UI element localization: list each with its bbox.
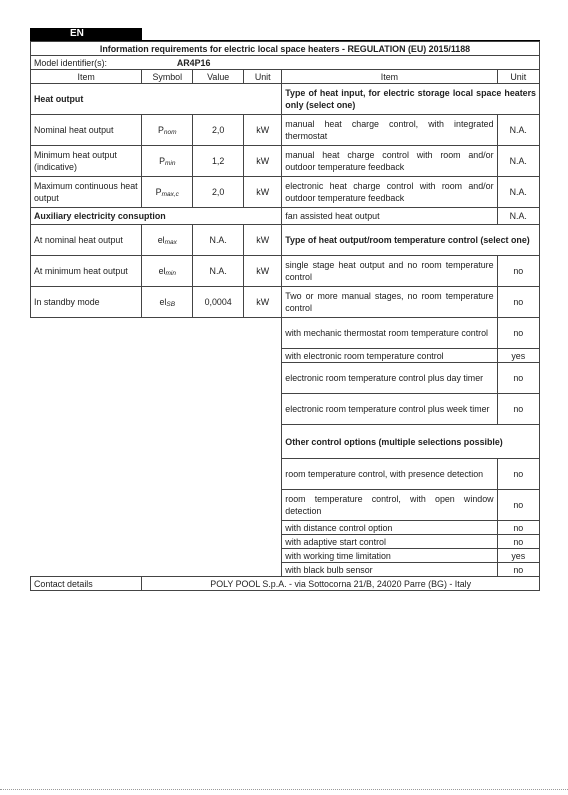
section-room-control: Type of heat output/room temperature control (select one): [282, 225, 540, 256]
row-item-right: electronic room temperature control plus day timer: [282, 363, 497, 394]
blank-cell: [31, 521, 282, 535]
row-value-right: no: [497, 394, 539, 425]
row-value-right: no: [497, 363, 539, 394]
row-value-right: N.A.: [497, 115, 539, 146]
row-value-right: no: [497, 535, 539, 549]
row-symbol: $el_{SB}$: [142, 287, 193, 318]
row-value: N.A.: [193, 256, 244, 287]
blank-cell: [31, 535, 282, 549]
row-item-right: manual heat charge control, with integrated thermostat: [282, 115, 497, 146]
contact-value: POLY POOL S.p.A. - via Sottocorna 21/B, 24020 Parre (BG) - Italy: [142, 577, 540, 591]
row-value: N.A.: [193, 225, 244, 256]
row-item-right: room temperature control, with presence detection: [282, 459, 497, 490]
section-other-controls: Other control options (multiple selections possible): [282, 425, 540, 459]
row-value: 0,0004: [193, 287, 244, 318]
row-item-right: with black bulb sensor: [282, 563, 497, 577]
row-value-right: N.A.: [497, 177, 539, 208]
row-item: Maximum continuous heat output: [31, 177, 142, 208]
header-symbol: Symbol: [142, 70, 193, 84]
blank-cell: [31, 394, 282, 425]
blank-cell: [31, 425, 282, 459]
blank-cell: [31, 549, 282, 563]
contact-label: Contact details: [31, 577, 142, 591]
row-symbol: $P_{min}$: [142, 146, 193, 177]
blank-cell: [31, 459, 282, 490]
row-value-right: no: [497, 490, 539, 521]
row-item-right: with mechanic thermostat room temperature control: [282, 318, 497, 349]
row-item: Minimum heat output (indicative): [31, 146, 142, 177]
row-item: At nominal heat output: [31, 225, 142, 256]
row-item-right: single stage heat output and no room temperature control: [282, 256, 497, 287]
header-item-right: Item: [282, 70, 497, 84]
blank-cell: [31, 490, 282, 521]
header-value: Value: [193, 70, 244, 84]
row-value: 2,0: [193, 115, 244, 146]
row-unit: kW: [244, 287, 282, 318]
row-item-right: electronic heat charge control with room and/or outdoor temperature feedback: [282, 177, 497, 208]
row-item-right: with distance control option: [282, 521, 497, 535]
row-value-right: N.A.: [497, 146, 539, 177]
blank-cell: [31, 318, 282, 349]
row-value-right: no: [497, 563, 539, 577]
row-value-right: no: [497, 287, 539, 318]
row-value-right: yes: [497, 549, 539, 563]
row-item-right: with working time limitation: [282, 549, 497, 563]
row-item-right: manual heat charge control with room and/or outdoor temperature feedback: [282, 146, 497, 177]
row-unit: kW: [244, 177, 282, 208]
header-item: Item: [31, 70, 142, 84]
blank-cell: [31, 349, 282, 363]
row-unit: kW: [244, 146, 282, 177]
header-unit: Unit: [244, 70, 282, 84]
model-value: AR4P16: [142, 56, 540, 70]
row-value-right: N.A.: [497, 208, 539, 225]
row-item-right: with adaptive start control: [282, 535, 497, 549]
section-auxiliary: Auxiliary electricity consuption: [31, 208, 282, 225]
page-title: Information requirements for electric local space heaters - REGULATION (EU) 2015/1188: [31, 42, 540, 56]
section-heat-input: Type of heat input, for electric storage local space heaters only (select one): [282, 84, 540, 115]
row-item-right: room temperature control, with open window detection: [282, 490, 497, 521]
row-symbol: $el_{min}$: [142, 256, 193, 287]
blank-cell: [31, 563, 282, 577]
row-item-right: fan assisted heat output: [282, 208, 497, 225]
header-unit-right: Unit: [497, 70, 539, 84]
row-value: 2,0: [193, 177, 244, 208]
row-value-right: no: [497, 318, 539, 349]
blank-cell: [31, 363, 282, 394]
row-value-right: no: [497, 256, 539, 287]
row-value-right: no: [497, 459, 539, 490]
row-symbol: $P_{nom}$: [142, 115, 193, 146]
row-unit: kW: [244, 256, 282, 287]
row-unit: kW: [244, 225, 282, 256]
row-unit: kW: [244, 115, 282, 146]
row-value-right: no: [497, 521, 539, 535]
row-symbol: $el_{max}$: [142, 225, 193, 256]
language-badge: EN: [30, 28, 142, 40]
row-item-right: with electronic room temperature control: [282, 349, 497, 363]
row-item-right: electronic room temperature control plus week timer: [282, 394, 497, 425]
row-item-right: Two or more manual stages, no room temperature control: [282, 287, 497, 318]
row-value: 1,2: [193, 146, 244, 177]
section-heat-output: Heat output: [31, 84, 282, 115]
row-item: At minimum heat output: [31, 256, 142, 287]
row-value-right: yes: [497, 349, 539, 363]
row-item: In standby mode: [31, 287, 142, 318]
row-symbol: $P_{max,c}$: [142, 177, 193, 208]
bottom-divider: [0, 789, 568, 791]
regulation-table: [30, 41, 540, 591]
row-item: Nominal heat output: [31, 115, 142, 146]
model-label: Model identifier(s):: [31, 56, 142, 70]
